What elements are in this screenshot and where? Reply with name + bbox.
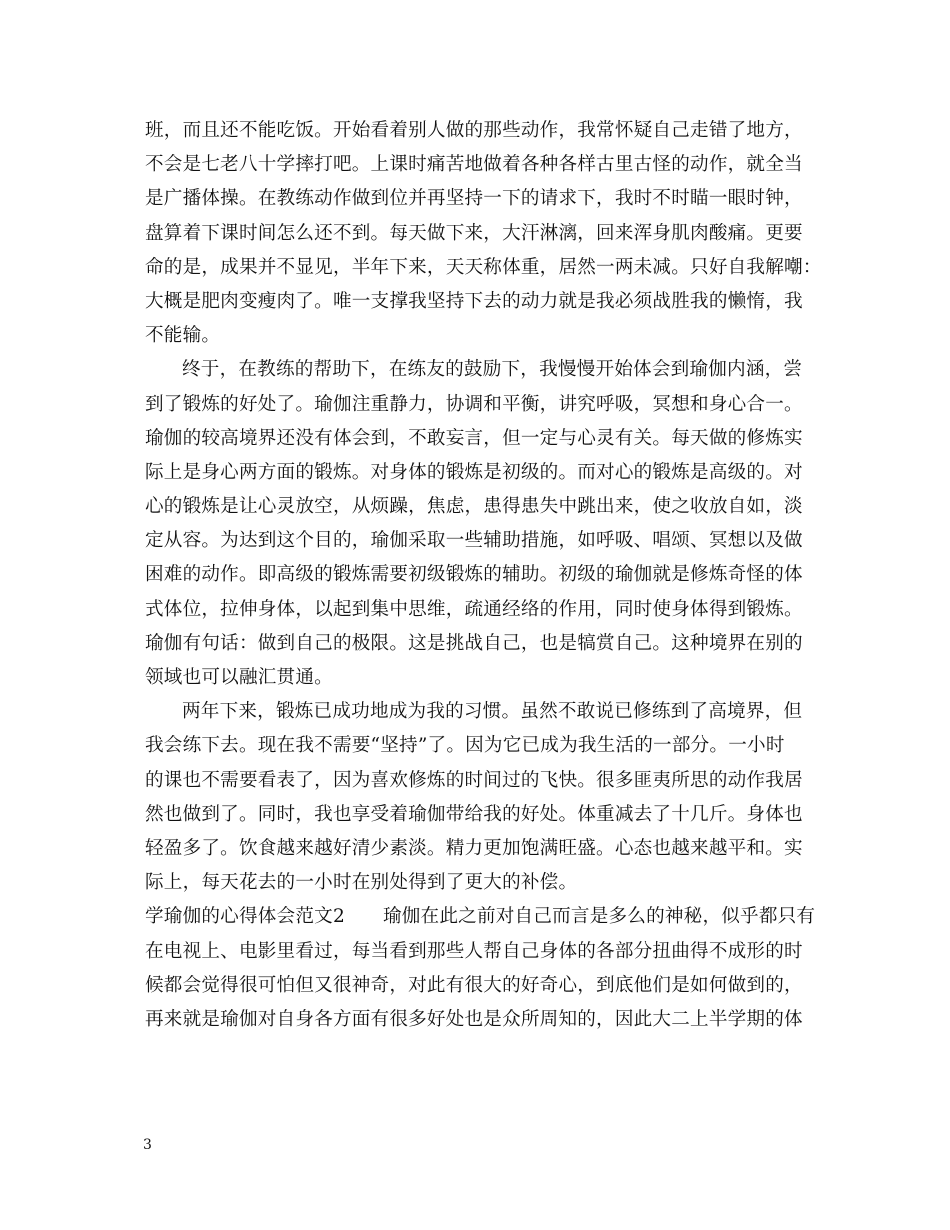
text-line: 命的是，成果并不显见，半年下来，天天称体重，居然一两未减。只好自我解嘲： (145, 256, 822, 278)
text-line: 再来就是瑜伽对自身各方面有很多好处也是众所周知的，因此大二上半学期的体 (145, 1008, 803, 1030)
text-line: 际上是身心两方面的锻炼。对身体的锻炼是初级的。而对心的锻炼是高级的。对 (145, 461, 803, 483)
text-line: 困难的动作。即高级的锻炼需要初级锻炼的辅助。初级的瑜伽就是修炼奇怪的体 (145, 564, 803, 586)
section-heading: 学瑜伽的心得体会范文2 (145, 906, 345, 928)
text-line: 心的锻炼是让心灵放空，从烦躁，焦虑，患得患失中跳出来，使之收放自如，淡 (145, 496, 803, 518)
text-line: 班，而且还不能吃饭。开始看着别人做的那些动作，我常怀疑自己走错了地方， (145, 120, 803, 141)
text-line: 大概是肥肉变瘦肉了。唯一支撑我坚持下去的动力就是我必须战胜我的懒惰，我 (145, 290, 803, 312)
text-line: 候都会觉得很可怕但又很神奇，对此有很大的好奇心，到底他们是如何做到的， (145, 974, 803, 996)
text-line: 式体位，拉伸身体，以起到集中思维，疏通经络的作用，同时使身体得到锻炼。 (145, 598, 803, 620)
text-line: 我会练下去。现在我不需要“坚持”了。因为它已成为我生活的一部分。一小时 (145, 735, 785, 757)
text-line: 定从容。为达到这个目的，瑜伽采取一些辅助措施，如呼吸、唱颂、冥想以及做 (145, 530, 803, 552)
text-line: 轻盈多了。饮食越来越好清少素淡。精力更加饱满旺盛。心态也越来越平和。实 (145, 837, 803, 859)
text-line: 瑜伽有句话：做到自己的极限。这是挑战自己，也是犒赏自己。这种境界在别的 (145, 632, 803, 654)
text-line: 不能输。 (145, 325, 221, 347)
text-line: 到了锻炼的好处了。瑜伽注重静力，协调和平衡，讲究呼吸，冥想和身心合一。 (145, 393, 803, 415)
text-line: 际上，每天花去的一小时在别处得到了更大的补偿。 (145, 872, 578, 894)
text-line: 是广播体操。在教练动作做到位并再坚持一下的请求下，我时不时瞄一眼时钟， (145, 188, 803, 210)
text-line: 不会是七老八十学摔打吧。上课时痛苦地做着各种各样古里古怪的动作，就全当 (145, 154, 803, 176)
page-number: 3 (143, 1137, 152, 1153)
text-line: 瑜伽的较高境界还没有体会到，不敢妄言，但一定与心灵有关。每天做的修炼实 (145, 427, 803, 449)
text-line: 终于，在教练的帮助下，在练友的鼓励下，我慢慢开始体会到瑜伽内涵，尝 (182, 359, 803, 381)
body-text (145, 114, 825, 1037)
text-line: 的课也不需要看表了，因为喜欢修炼的时间过的飞快。很多匪夷所思的动作我居 (145, 769, 803, 791)
text-line: 在电视上、电影里看过，每当看到那些人帮自己身体的各部分扭曲得不成形的时 (145, 940, 803, 962)
section-heading-line (145, 900, 825, 934)
text-line: 领域也可以融汇贯通。 (145, 667, 333, 688)
section-first-text: 瑜伽在此之前对自己而言是多么的神秘，似乎都只有 (382, 906, 816, 928)
text-line: 盘算着下课时间怎么还不到。每天做下来，大汗淋漓，回来浑身肌肉酸痛。更要 (145, 222, 803, 244)
text-line: 然也做到了。同时，我也享受着瑜伽带给我的好处。体重减去了十几斤。身体也 (145, 803, 803, 825)
text-line: 两年下来，锻炼已成功地成为我的习惯。虽然不敢说已修练到了高境界，但 (182, 701, 803, 723)
